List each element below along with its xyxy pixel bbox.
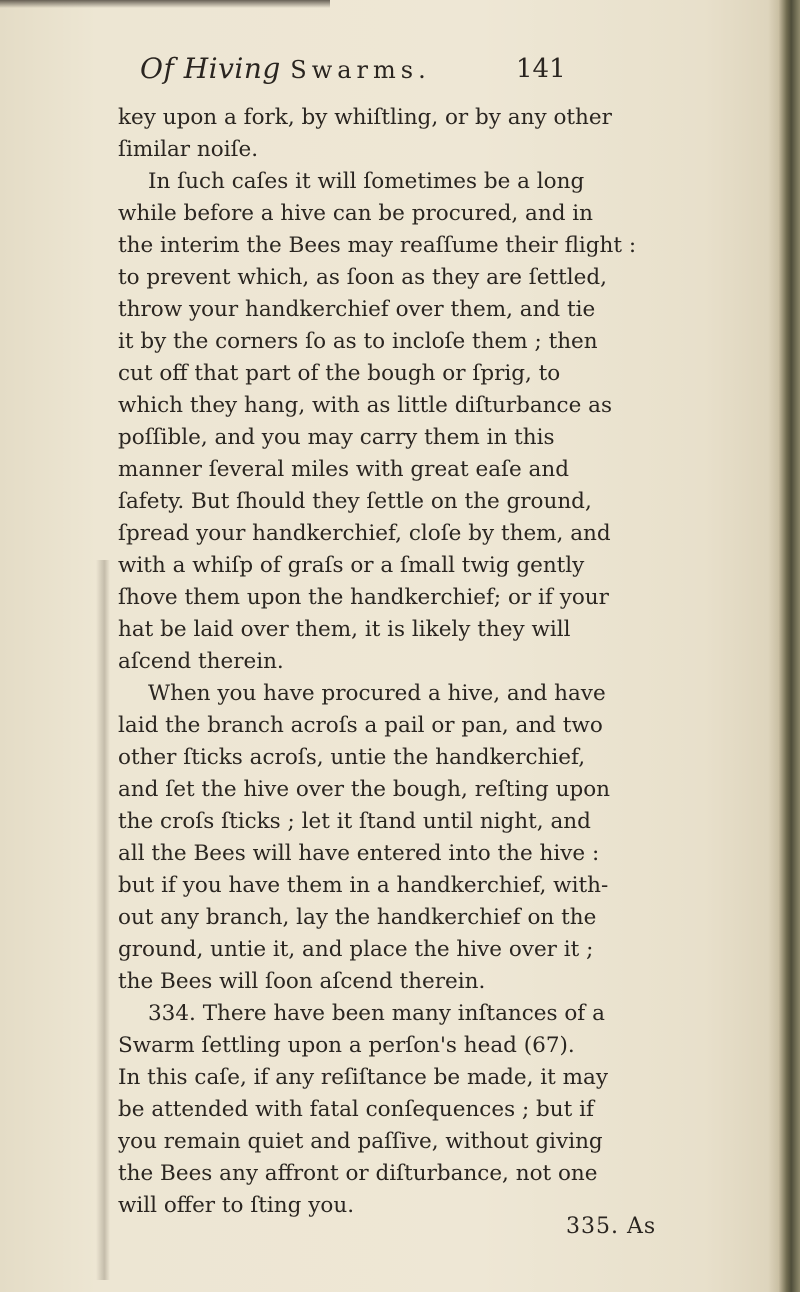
text-line: and ſet the hive over the bough, reſting upon [118, 777, 611, 802]
text-line: 334. There have been many inſtances of a [148, 1001, 605, 1026]
text-line: ſafety. But ſhould they ſettle on the ground, [118, 489, 592, 514]
text-line: cut off that part of the bough or ſprig, to [118, 361, 561, 386]
text-line: other ſticks acroſs, untie the handkerchief, [118, 745, 586, 770]
text-line: ſpread your handkerchief, cloſe by them, and [118, 521, 611, 546]
text-line: to prevent which, as ſoon as they are ſettled, [118, 265, 607, 290]
text-line: hat be laid over them, it is likely they will [118, 617, 571, 642]
running-head-of: Of [140, 52, 175, 85]
text-line: will offer to ſting you. [118, 1193, 355, 1218]
text-line: aſcend therein. [118, 649, 284, 674]
text-line: out any branch, lay the handkerchief on the [118, 905, 597, 930]
text-line: manner ſeveral miles with great eaſe and [118, 457, 569, 482]
text-line: In this caſe, if any reſiſtance be made, it may [118, 1065, 609, 1090]
text-line: but if you have them in a handkerchief, with- [118, 873, 609, 898]
text-line: the Bees any affront or diſturbance, not one [118, 1161, 598, 1186]
text-line: with a whiſp of graſs or a ſmall twig gently [118, 553, 585, 578]
book-spine-edge [778, 0, 800, 1292]
text-line: ground, untie it, and place the hive over it ; [118, 937, 594, 962]
running-head [140, 52, 431, 85]
text-line: key upon a fork, by whiſtling, or by any other [118, 105, 612, 130]
text-line: ſimilar noiſe. [118, 137, 259, 162]
gutter-shade [768, 0, 778, 1292]
text-line: poſſible, and you may carry them in this [118, 425, 555, 450]
text-line: Swarm ſettling upon a perſon's head (67). [118, 1033, 575, 1058]
text-line: the Bees will ſoon aſcend therein. [118, 969, 486, 994]
text-line: When you have procured a hive, and have [148, 681, 606, 706]
top-page-shadow [0, 0, 330, 8]
text-line: be attended with fatal conſequences ; but if [118, 1097, 594, 1122]
text-line: while before a hive can be procured, and in [118, 201, 594, 226]
text-line: ſhove them upon the handkerchief; or if your [118, 585, 609, 610]
catchword: 335. As [566, 1214, 657, 1239]
text-line: In ſuch caſes it will ſometimes be a long [148, 169, 585, 194]
left-margin-shadow [96, 560, 110, 1280]
body-text [118, 102, 678, 1222]
text-line: the interim the Bees may reaſſume their flight : [118, 233, 637, 258]
text-line: you remain quiet and paſſive, without giving [118, 1129, 603, 1154]
text-line: throw your handkerchief over them, and tie [118, 297, 596, 322]
text-line: the croſs ſticks ; let it ſtand until night, and [118, 809, 591, 834]
text-line: all the Bees will have entered into the hive : [118, 841, 600, 866]
page-number: 141 [516, 54, 566, 84]
running-head-hiving: Hiving [183, 52, 281, 85]
running-head-swarms: Swarms. [290, 56, 431, 84]
page-header [0, 52, 800, 100]
text-line: laid the branch acroſs a pail or pan, and two [118, 713, 603, 738]
text-line: which they hang, with as little diſturbance as [118, 393, 612, 418]
text-line: it by the corners ſo as to incloſe them ; then [118, 329, 598, 354]
